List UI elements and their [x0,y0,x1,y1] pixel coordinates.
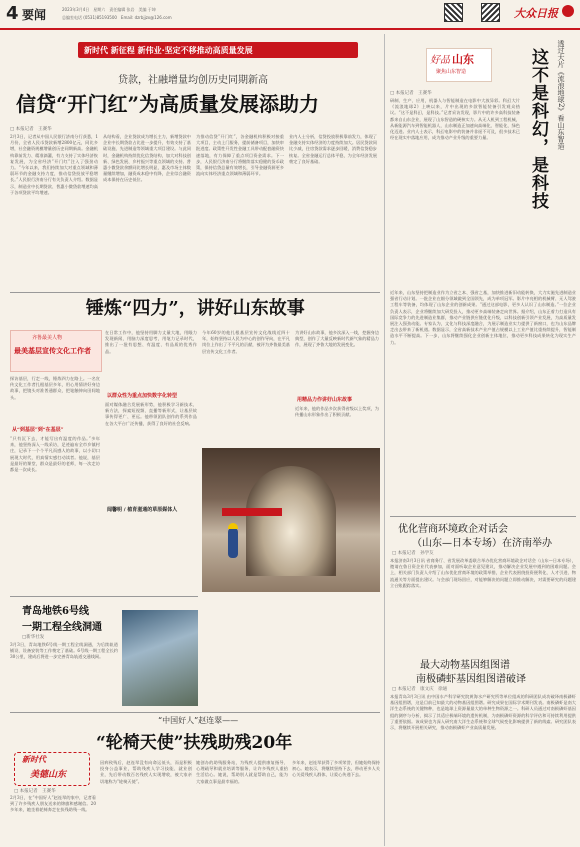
feature-headline: 锤炼“四力”，讲好山东故事 [86,298,305,319]
wheelchair-kicker: “中国好人”赵连翠—— [158,716,239,725]
haopin-logo-main: 山东 [452,53,474,66]
lead-headline: 信贷“开门红”为高质量发展添助力 [16,92,320,116]
right-vertical-sub: 透过大片《流浪地球2》看山东智造 [557,40,565,150]
metro-top-rule [10,596,198,597]
masthead-email: 总编室电话 (0531)85193500 Email: dzrbjjzx@126.com [62,15,172,20]
wheelchair-col3: 她创办的助残服务站，为残疾人提供康复指导、心理疏导和就业培训等服务，让许多残疾人重拾生活信心。她说，帮助别人就是帮助自己，能为大家做点事是最幸福的。 [196,760,288,784]
right-byline: □ 本报记者 王赛华 [390,91,432,96]
feature-col3-text: 今年60岁的他扎根基层宣传文化战线近四十年，始终坚持以人民为中心的创作导向，在平凡岗位上作出了不平凡的贡献，被评为齐鲁最美基层宣传文化工作者。 [202,330,290,354]
wheelchair-headline: “轮椅天使”扶残助残20年 [96,733,293,753]
right-vertical-headline: 这不是科幻，是科技 [528,48,548,210]
feature-col2-text2: 面对媒体融合发展新形势，他积极学习新技术、新方法，探索短视频、直播等新形式，让基层故事传得更广、更远。他带领团队创作的系列作品在各大平台广泛传播，获得了良好的社会反响。 [105,402,197,426]
feature-box-line2: 最美基层宣传文化工作者 [14,346,91,355]
feature-col1-text2: “只有沉下去，才能写出有温度的作品。”多年来，他坚持深入一线采访，足迹遍布全市乡镇村庄，记录下一个个平凡而感人的故事，以小切口展现大时代，用真情实感打动读者。他说，基层是最好的课堂，群众是最好的老师，每一次走访都是一次成长。 [10,436,100,473]
metro-h1: 青岛地铁6号线 [22,606,89,617]
qr-code-left [444,3,463,22]
feature-col4-text2: 近年来，他的作品多次获得省级以上奖项，为传播山东形象作出了积极贡献。 [295,406,379,418]
right-news-h3: 最大动物基因组图谱 [420,660,510,671]
stamp-line2: 美德山东 [30,770,67,780]
right-news-body2: 本报青岛3月3日讯 由中国水产科学研究院黄海水产研究所等单位组成的科研团队成功破译南极磷虾基因组图谱，这是目前已知最大的动物基因组图谱。研究成果在国际学术期刊发表。南极磷虾是南大洋生态系统的关键物种，也是地球上资源量最大的单种生物资源之一。科研人员通过对南极磷虾基因组的测序与分析，揭示了其适应极端环境的遗传机制，为南极磷虾资源的科学评估和可持续利用提供了重要依据。该成果也为深入研究南大洋生态系统和全球气候变化影响提供了新的线索。研究团队表示，将继续开展相关研究，推动南极磷虾产业高质量发展。 [390,694,576,731]
lead-body-col2: 从结构看，企业贷款成为增长主力，新增贷款中企业中长期贷款占比进一步提升，有效支持了基础设施、先进制造等领域重大项目建设。与此同时，金融机构持续优化信贷结构，加大对科技创新、绿色发展、乡村振兴等重点领域的支持。普惠小微贷款余额同比增长明显，惠及市场主体数量继续增加，融资成本稳中有降，企业综合融资成本保持在历史低位。 [103,134,191,183]
banner-text: 新时代 新征程 新伟业·坚定不移推动高质量发展 [84,46,253,55]
masthead-meta: 2023年3月4日 星期六 责任编辑 张岩 美编 于坤 [62,7,156,12]
right-news-rule [390,516,576,517]
metro-photo [122,610,198,706]
masthead-rule [0,28,580,30]
right-news-h2: （山东—日本专场）在济南举办 [412,538,552,549]
feature-col2-text: 在日常工作中，他坚持用脚力丈量大地，用眼力发现新闻，用脑力深度思考，用笔力记录时代，推出了一批有思想、有温度、有品质的优秀作品。 [105,330,197,354]
stamp-line1: 新时代 [22,754,46,764]
feature-col4-text: 为讲好山东故事，他多次深入一线，挖掘身边典型，创作了大量反映新时代新气象的精品力作，展现了齐鲁大地的发展变化。 [295,330,379,348]
right-news-h1: 优化营商环境政企对话会 [398,524,508,535]
wheelchair-col2: 因病致残后，赵连翠没有向命运低头，而是积极投身公益事业，帮助残疾人学习技能、就业创业，先后带动数百名残疾人实现增收，被大家亲切地称为“轮椅天使”。 [100,760,192,784]
metro-h2: 一期工程全线洞通 [22,622,102,633]
metro-body: 3月3日，青岛地铁6号线一期工程全线洞通，为后续轨道铺设、设备安装等工作奠定了基础。6号线一期工程全长约30公里，建成后将进一步完善青岛轨道交通线网。 [10,642,118,660]
tunnel-photo [202,448,380,592]
right-news-h4: 南极磷虾基因组图谱破译 [416,674,526,685]
haopin-logo-sub: 聚焦山东智造 [436,69,467,75]
worker-helmet [228,523,238,529]
feature-col1-text: 探访基层，行走一线，锤炼四力在路上。一名宣传文化工作者扎根基层多年，用心用情讲好身边故事，把镜头对准普通群众，把笔触伸向田间地头。 [10,376,100,400]
lead-byline: □ 本报记者 王赛华 [10,127,52,132]
right-body-2: 近年来，山东坚持把制造业作为立省之本、强省之基，加快推进新旧动能转换，大力实施先进制造业强省行动计划。一批企业在细分领域做到全国领先，成为单项冠军。影片中亮相的机械臂、无人驾驶工程车等装备，均体现了山东企业的创新成果。“通过这部电影，更多人认识了山东制造。”一位企业负责人表示，企业将继续加大研发投入，推动更多高端装备走向世界。据介绍，山东正着力打造具有国际竞争力的先进制造业集群，推动产业链供应链优化升级，以科技创新引领产业发展，为高质量发展注入强劲动能。专家认为，文化与科技深度融合，为展示制造业实力提供了新窗口，也为山东品牌走出去带来了新机遇。数据显示，全省高新技术产业产值占规模以上工业产值比重持续提升，智能制造水平不断提高。下一步，山东将继续强化企业创新主体地位，推动更多科技成果转化为现实生产力。 [390,290,576,345]
right-news-byline1: □ 本报记者 孙学友 [392,551,434,556]
tunnel-banner [222,508,282,516]
right-news-body1: 本报济南3月3日讯 省商务厅、省发展改革委联合举办优化营商环境政企对话会（山东—日本专场），邀请在鲁日资企业代表参加，面对面听取企业意见建议，推动解决企业发展中遇到的困难问题。会上，相关部门负责人介绍了山东优化营商环境的政策举措，企业代表围绕投资便利化、人才引进、物流通关等方面提出建议。与会部门现场回应，对能够解决的问题立即推动解决，对需要研究的问题建立台账跟踪落实。 [390,558,576,588]
lead-body-col4: 业内人士分析，信贷投放积极靠前发力，体现了金融支持实体经济的力度持续加大。居民贷款同比少减，住房贷款需求逐步回暖，消费信贷稳步恢复。全省金融运行总体平稳，为全年经济发展奠定了良好基础。 [289,134,377,164]
lead-kicker: 贷款，社融增量均创历史同期新高 [118,75,268,86]
worker-figure [228,528,238,558]
right-news-divider [384,516,385,846]
masthead-logo: 大众日报 [514,7,558,20]
feature-sub2: 以群众性为重点加快数字化转型 [107,393,178,399]
lead-body-col1: 2月3日，记者从中国人民银行济南分行获悉，1月份，全省人民币贷款新增2800亿元，同比多增，社会融资规模增量创历史同期新高。金融机构靠前发力、精准滴灌，有力支持了实体经济恢复发展，为全省经济“开门红”注入了强劲动力。“今年以来，我们持续加大对重点领域和薄弱环节的金融支持力度，推动信贷投放平稳增长。”人民银行济南分行有关负责人介绍。数据显示，制造业中长期贷款、普惠小微贷款增速均高于各项贷款平均增速。 [10,134,98,195]
wheelchair-col1: 2月3日，在“中国好人”赵连翠的家中，记者看到了许多残疾人朋友送来的锦旗和感谢信。20多年来，她坐着轮椅奔走在扶残助残一线。 [10,795,96,813]
feature-sub1: 从“到基层”到“在基层” [12,427,64,433]
logo-emblem-icon [562,5,574,17]
qr-code-right [481,3,500,22]
feature-box-line1: 齐鲁最美人物 [32,335,63,341]
tunnel-arch [246,466,336,576]
feature-author: 闻馨明 / 植育滋通的草原媒体人 [107,507,178,513]
page-number: 4 [6,3,19,24]
metro-byline: □新华社发 [22,635,45,640]
wheelchair-byline: □ 本报记者 王赛华 [14,789,56,794]
feature-top-rule [10,292,380,293]
wheelchair-col4: 多年来，赵连翠获得了多项荣誉，但她始终保持初心。她表示，将继续坚持下去，带动更多人关心关爱残疾人群体，让爱心传递下去。 [292,760,380,778]
right-body-1: 研制、生产、应用，机器人与智能制造在电影中大放异彩。科幻大片《流浪地球2》上映以来，片中出现的多款智能装备引发观众热议。“这不是科幻，是科技。”记者采访发现，影片中的许多高科技装备都来自山东企业，展现了山东智造的硬核实力。从无人机到工程机械，从新能源汽车到智能机器人，山东制造正加速向高端化、智能化、绿色化迈进。业内人士表示，科幻电影中的装备并非遥不可及，很多技术已经在现实中落地应用，成为推动产业升级的重要力量。 [390,98,520,141]
wheelchair-top-rule [10,712,380,713]
lead-body-col3: 为推动信贷“开门红”，各金融机构积极对接重大项目，主动上门服务，提前储备项目，加快审批进度。政策性开发性金融工具带动配套融资快速落地，有力保障了重点项目资金需求。下一步，人民银行济南分行将继续落实稳健的货币政策，保持信贷总量有效增长，引导金融资源更多流向实体经济重点领域和薄弱环节。 [196,134,284,177]
right-news-byline2: □ 本报记者 康文庆 徐通 [392,687,448,692]
feature-sub3: 用精品力作讲好山东故事 [297,397,353,403]
haopin-logo-prefix: 好品 [430,55,450,66]
section-name: 要闻 [22,8,47,22]
